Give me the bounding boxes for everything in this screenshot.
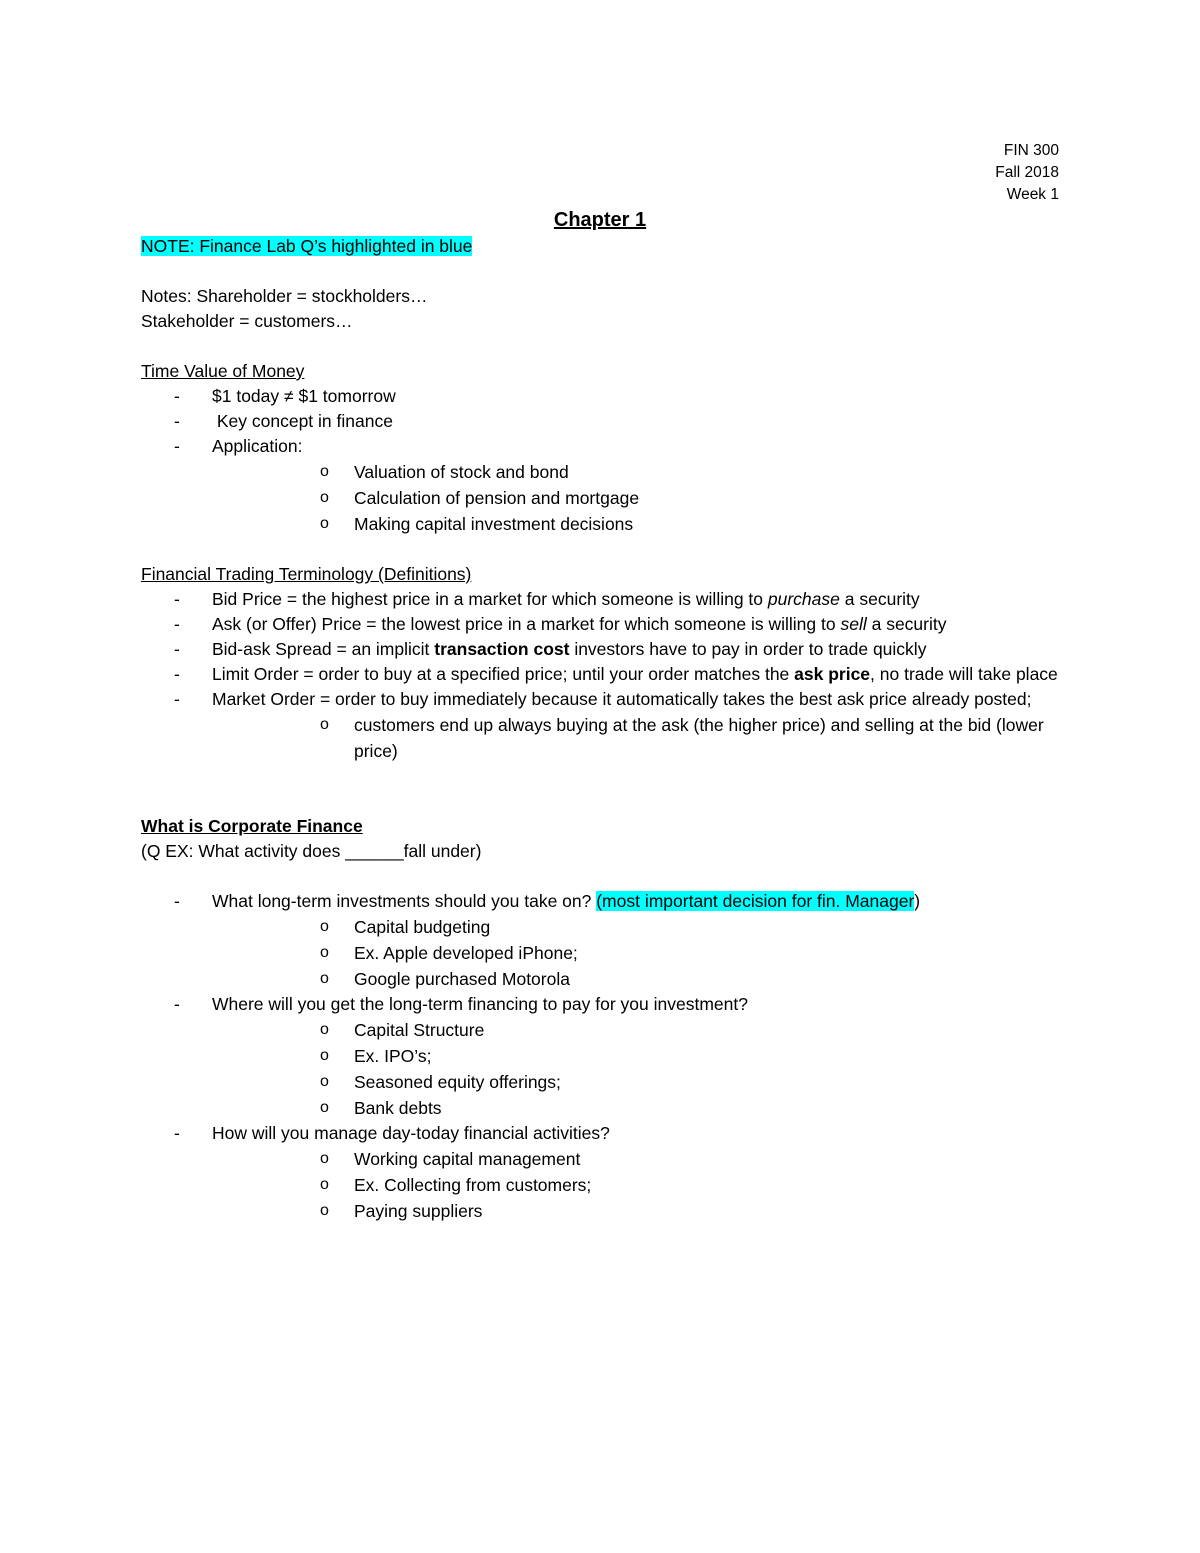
sublist-item [212,1198,1059,1224]
dash-marker: - [174,614,180,634]
sublist-item [212,914,1059,940]
list-item [141,384,1059,409]
circle-marker: o [320,489,329,506]
sublist-item-text: Capital budgeting [354,917,491,937]
list-item [141,1121,1059,1224]
list-item [141,612,1059,637]
list-item [141,587,1059,612]
sublist-item [212,485,1059,511]
tvm-heading: Time Value of Money [141,361,305,381]
circle-marker: o [320,1099,329,1116]
ask-emphasis: sell [840,614,867,634]
sublist-item [212,940,1059,966]
circle-marker: o [320,944,329,961]
tvm-list [141,384,1059,537]
corporate-list [141,889,1059,1224]
corporate-question: (Q EX: What activity does ______fall under) [141,841,482,861]
circle-marker: o [320,918,329,935]
sublist-item-text: Seasoned equity offerings; [354,1072,561,1092]
q2-text: Where will you get the long-term financing to pay for you investment? [212,994,748,1014]
chapter-title: Chapter 1 [553,209,647,231]
q2-sublist [212,1017,1059,1121]
q1-close: ) [914,891,921,911]
dash-marker: - [174,891,180,911]
dash-marker: - [174,386,180,406]
spread-strong: transaction cost [434,639,570,659]
limit-text: Limit Order = order to buy at a specified price; until your order matches the [212,664,795,684]
tvm-sublist [212,459,1059,537]
sublist-item [212,511,1059,537]
sublist-item [212,1146,1059,1172]
document-content [141,140,1059,1224]
course-term: Fall 2018 [995,164,1059,181]
dash-marker: - [174,411,180,431]
sublist-item-text: Valuation of stock and bond [354,462,569,482]
course-header [141,140,1059,206]
bid-emphasis: purchase [767,589,840,609]
spread-text: Bid-ask Spread = an implicit [212,639,435,659]
circle-marker: o [320,970,329,987]
notes-line-2: Stakeholder = customers… [141,311,353,331]
limit-text-end: , no trade will take place [870,664,1058,684]
bid-text-end: a security [839,589,920,609]
spacer [141,334,1059,359]
dash-marker: - [174,664,180,684]
course-code: FIN 300 [1003,142,1059,159]
sublist-item-text: customers end up always buying at the ask (the higher price) and selling at the bid (lower price) [354,715,1044,761]
terminology-heading: Financial Trading Terminology (Definitions) [141,564,472,584]
corporate-heading: What is Corporate Finance [141,816,363,836]
circle-marker: o [320,1150,329,1167]
list-item [141,637,1059,662]
sublist-item [212,712,1059,764]
spread-text-end: investors have to pay in order to trade quickly [569,639,927,659]
list-item [141,889,1059,992]
sublist-item-text: Calculation of pension and mortgage [354,488,640,508]
course-week: Week 1 [1006,186,1059,203]
sublist-item [212,966,1059,992]
sublist-item [212,1043,1059,1069]
list-item-text: Application: [212,436,303,456]
list-item-text: Key concept in finance [212,411,393,431]
list-item [141,992,1059,1121]
sublist-item-text: Paying suppliers [354,1201,483,1221]
q1-highlight: (most important decision for fin. Manager [596,891,915,911]
highlight-note [141,234,1059,259]
sublist-item [212,1172,1059,1198]
sublist-item-text: Google purchased Motorola [354,969,570,989]
sublist-item [212,1095,1059,1121]
circle-marker: o [320,463,329,480]
spacer [141,864,1059,889]
list-item [141,434,1059,537]
list-item-text: $1 today ≠ $1 tomorrow [212,386,396,406]
circle-marker: o [320,1202,329,1219]
dash-marker: - [174,689,180,709]
sublist-item [212,1017,1059,1043]
market-text: Market Order = order to buy immediately because it automatically takes the best ask price already posted; [212,689,1032,709]
circle-marker: o [320,716,329,733]
dash-marker: - [174,994,180,1014]
list-item [141,662,1059,687]
list-item [141,687,1059,764]
terminology-sublist [212,712,1059,764]
q1-sublist [212,914,1059,992]
q1-text: What long-term investments should you take on? [212,891,597,911]
sublist-item-text: Ex. Collecting from customers; [354,1175,592,1195]
ask-text: Ask (or Offer) Price = the lowest price in a market for which someone is willing to [212,614,841,634]
spacer [141,764,1059,814]
sublist-item [212,1069,1059,1095]
sublist-item-text: Capital Structure [354,1020,485,1040]
notes-line-1: Notes: Shareholder = stockholders… [141,286,428,306]
spacer [141,259,1059,284]
sublist-item-text: Working capital management [354,1149,581,1169]
q3-text: How will you manage day-today financial activities? [212,1123,610,1143]
highlight-note-text: NOTE: Finance Lab Q’s highlighted in blue [141,236,473,256]
circle-marker: o [320,515,329,532]
sublist-item-text: Ex. IPO’s; [354,1046,432,1066]
circle-marker: o [320,1047,329,1064]
dash-marker: - [174,639,180,659]
ask-text-end: a security [866,614,947,634]
dash-marker: - [174,589,180,609]
sublist-item-text: Making capital investment decisions [354,514,634,534]
list-item [141,409,1059,434]
circle-marker: o [320,1021,329,1038]
spacer [141,537,1059,562]
sublist-item-text: Ex. Apple developed iPhone; [354,943,578,963]
q3-sublist [212,1146,1059,1224]
limit-strong: ask price [794,664,871,684]
dash-marker: - [174,1123,180,1143]
bid-text: Bid Price = the highest price in a market for which someone is willing to [212,589,768,609]
sublist-item-text: Bank debts [354,1098,442,1118]
circle-marker: o [320,1176,329,1193]
terminology-list [141,587,1059,764]
sublist-item [212,459,1059,485]
dash-marker: - [174,436,180,456]
circle-marker: o [320,1073,329,1090]
